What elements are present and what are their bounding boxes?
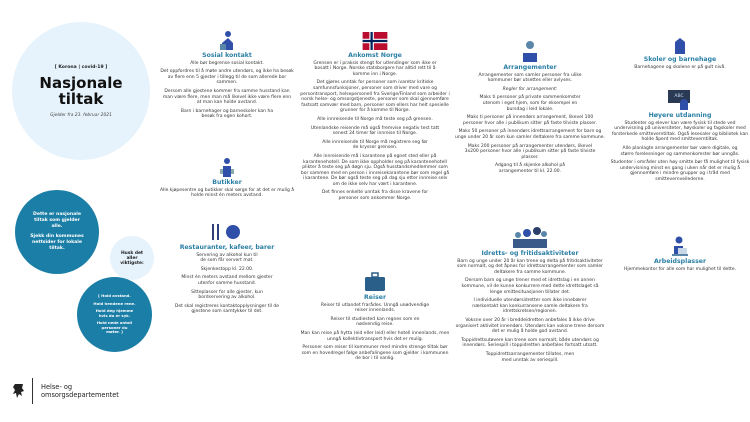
blackboard-text: ABC (668, 90, 690, 103)
section-skoler (610, 38, 750, 73)
section-text: Barn og unge under 20 år kan trene og delta på fritidsaktiviteter som normalt, og det åpnes for idrettsarrangementer som samler deltakere fra samme kommune. (457, 258, 603, 275)
section-text: Adgang til å skjenke alkohol på arrangementer til kl. 22.00. (494, 163, 566, 174)
section-restaurant (160, 222, 294, 318)
section-ankomst (300, 32, 450, 205)
section-arbeid (610, 236, 750, 275)
ministry-logo (12, 378, 119, 404)
section-title: Skoler og barnehage (643, 56, 717, 63)
section-text: Hjemmekontor for alle som har mulighet til dette. (623, 266, 737, 272)
valid-date: Gjelder fra 23. februar 2021 (50, 112, 112, 118)
group-icon (510, 226, 550, 248)
section-sosial (160, 30, 294, 123)
section-title: Ankomst Norge (348, 52, 402, 59)
section-text: Reiser til utlandet frarådes. Unngå unødvendige reiser innenlands. (320, 302, 430, 314)
section-text: Man kan reise på hytta (eid eller leid) eller hotell innenlands, men unngå kollektivtransport hvis det er mulig. (300, 330, 450, 342)
section-text: Studenter i områder uten høy smitte bør få mulighet til fysisk undervisning minst en gang i uken når det er mulig å gjennomføre i mindre grupper og i tråd med smittevernveilederne. (610, 160, 750, 182)
page-title (39, 75, 122, 107)
section-text: Det finnes enkelte unntak fra disse kravene for personer som ankommer Norge. (321, 190, 429, 202)
section-text: Reiser til studiested kan regnes som en nødvendig reise. (330, 316, 420, 328)
people-icon (219, 30, 235, 50)
section-text: Dersom barn og unge trener med et idrettslag i en annen kommune, vil de kunne konkurrere med dette idrettslaget så lenge smittesituasjonen tillater det. (461, 278, 599, 295)
section-text: Personer som reiser til kommuner med mindre strenge tiltak bør som en hovedregel følge anbefalingene som gjelder i kommunen de bor i til vanlig. (301, 345, 449, 362)
section-text: Dersom alle gjestene kommer fra samme husstand kan man være flere, men man må likevel ikke være flere enn at man kan holde avstand. (162, 88, 292, 106)
remember-text: Husk det aller viktigste: (120, 250, 144, 266)
ministry-name: omsorgsdepartementet (41, 391, 119, 399)
section-text: Arrangementer som samler personer fra ulike kommuner bør utsettes eller avlyses. (478, 72, 582, 84)
rule: Hold nede antall personer du møter. ] (96, 320, 133, 335)
section-title: Arrangementer (503, 64, 557, 71)
section-text: Barnehagene og skolene er på gult nivå. (634, 64, 726, 70)
rules-circle (77, 277, 152, 352)
section-text: Maks 50 personer på innendørs idrettsarrangement for barn og unge under 20 år som kun samler deltakere fra samme kommune. (455, 129, 605, 140)
section-text: Barn i barnehager og barneskoler kan ha besøk fra egen kohort. (180, 108, 274, 120)
student-icon (674, 38, 686, 54)
section-text: Alle innreisende til Norge må registrere seg før de krysser grensen. (322, 139, 428, 151)
section-title: Høyere utdanning (648, 112, 712, 119)
rule: [ Hold avstand. (98, 292, 131, 298)
shopper-icon (220, 157, 234, 177)
divider (32, 378, 33, 404)
section-title: Restauranter, kafeer, barer (179, 244, 275, 251)
section-text: Grensen er i praksis stengt for utlendinger som ikke er bosatt i Norge. Norske statsborgere har alltid rett til å komme inn i Norge. (313, 60, 437, 77)
section-text: Servering av alkohol kun til de som får servert mat. (196, 252, 258, 264)
section-text: Det skal registreres kontaktopplysninger til de gjestene som samtykker til det. (174, 303, 280, 315)
cutlery-disco-icon (210, 222, 244, 242)
section-text: Maks ti personer på private sammenkomster utenom i eget hjem, som for eksempel en bursdag i leid lokale. (479, 95, 581, 112)
info-text: Sjekk din kommunes nettsider for lokale tiltak. (30, 234, 84, 251)
section-text: Studenter og elever kan være fysisk til stede ved undervisning på universiteter, høyskoler og fagskoler med forsterkede smitteverntiltak. Også lesesaler og bibliotek kan holde åpent med smitteverntiltak. (611, 120, 749, 143)
lion-crest-icon (12, 382, 26, 400)
section-text: I individuelle utendørsidretter som ikke innebærer nærkontakt kan konkurransene samle deltakere fra idrettskretsen/regionen. (472, 298, 588, 315)
section-butikker (160, 157, 294, 202)
info-circle (15, 190, 99, 274)
tag-label: [ Korona | covid-19 ] (54, 64, 108, 70)
section-text: Sitteplasser for alle gjester, kun bordservering av alkohol. (191, 289, 263, 301)
rule: Hold deg hjemme hvis du er syk. (95, 308, 134, 318)
section-title: Arbeidsplasser (653, 258, 707, 265)
home-office-icon (672, 236, 688, 256)
event-icon (521, 40, 539, 62)
section-text: Det oppfordres til å møte andre utendørs, og ikke ha besøk av flere enn 5 gjester i tillegg til de som allerede bor sammen. (160, 69, 294, 86)
section-reiser (300, 272, 450, 365)
section-text: Alle innreisende må i karantene på egnet sted eller på karantenehotell. De som ikke oppholder seg på karantenehotell plikter å teste seg på døgn sju. Også husstandsmedlemmer som bor sammen med en person i innreisekarantene bør som regel gå i karantene. De bør også teste seg på dag sju etter innreise selv om de ikke selv har vært i karantene. (300, 153, 450, 187)
norway-flag-icon (362, 32, 388, 50)
title-circle (12, 22, 150, 160)
section-text: Voksne over 20 år i breddeidretten anbefales å ikke drive organisert aktivitet innendørs. Utendørs kan voksne trene dersom det er mulig å holde god avstand. (455, 317, 605, 335)
blackboard-icon (668, 90, 692, 110)
section-idrett (455, 226, 605, 366)
title-line: Nasjonale (39, 73, 123, 92)
section-title: Idretts- og fritidsaktiviteter (481, 250, 579, 257)
ministry-name: Helse- og (41, 383, 73, 391)
section-text: Alle innreisende til Norge må teste seg på grensen. (317, 116, 433, 122)
section-text: Minst én meters avstand mellom gjester utenfor samme husstand. (181, 275, 273, 286)
section-text: Alle bør begrense sosial kontakt. (190, 60, 264, 66)
section-text: Toppidrettsarrangementer tillates, men med unntak av seriespill. (485, 351, 575, 363)
section-title: Sosial kontakt (202, 52, 252, 59)
section-text: Maks ti personer på innendørs arrangement, likevel 100 personer hvor alle i publikum sitter på faste tilviste plasser. (463, 115, 597, 126)
section-title: Butikker (212, 179, 242, 186)
info-text: Dette er nasjonale tiltak som gjelder alle. (33, 212, 81, 229)
section-hoyere (610, 90, 750, 186)
section-text: Alle planlagte arrangementer bør være digitale, og større forelesninger og sammenkomster bør unngås. (620, 145, 740, 157)
section-text: Skjenkestopp kl. 22.00. (200, 266, 254, 272)
section-text: Det gjøres unntak for personer som ivaretar kritiske samfunnsfunksjoner, personer som driver med vare og persontransport, helsepersonell fra Sverige/Finland som arbeider i norsk helse- og omsorgstjeneste, personer som skal gjennomføre fastsatt samvær med barn, personer som ellers har helt spesielle grunner for å komme til Norge. (300, 80, 450, 114)
section-text: Toppidrettsutøvere kan trene som normalt, både utendørs og innendørs. Seriespill i toppidretten anbefales fortsatt utsatt. (461, 337, 599, 349)
rule: Hold hendene rene. (93, 300, 136, 306)
rules-label: Regler for arrangement: (502, 86, 558, 92)
section-text: Alle kjøpesentre og butikker skal sørge for at det er mulig å holde minst én meters avstand. (160, 187, 295, 199)
suitcase-icon (364, 272, 386, 292)
title-line: tiltak (58, 89, 104, 108)
section-text: Utenlandske reisende må også fremvise negativ test tatt senest 24 timer før innreise til Norge. (310, 125, 440, 137)
section-text: Maks 200 personer på arrangementer utendørs, likevel 3x200 personer hvor alle i publikum sitter på faste tilviste plasser. (464, 143, 596, 160)
section-arrangementer (455, 40, 605, 178)
section-title: Reiser (363, 294, 386, 301)
remember-circle (110, 236, 154, 280)
